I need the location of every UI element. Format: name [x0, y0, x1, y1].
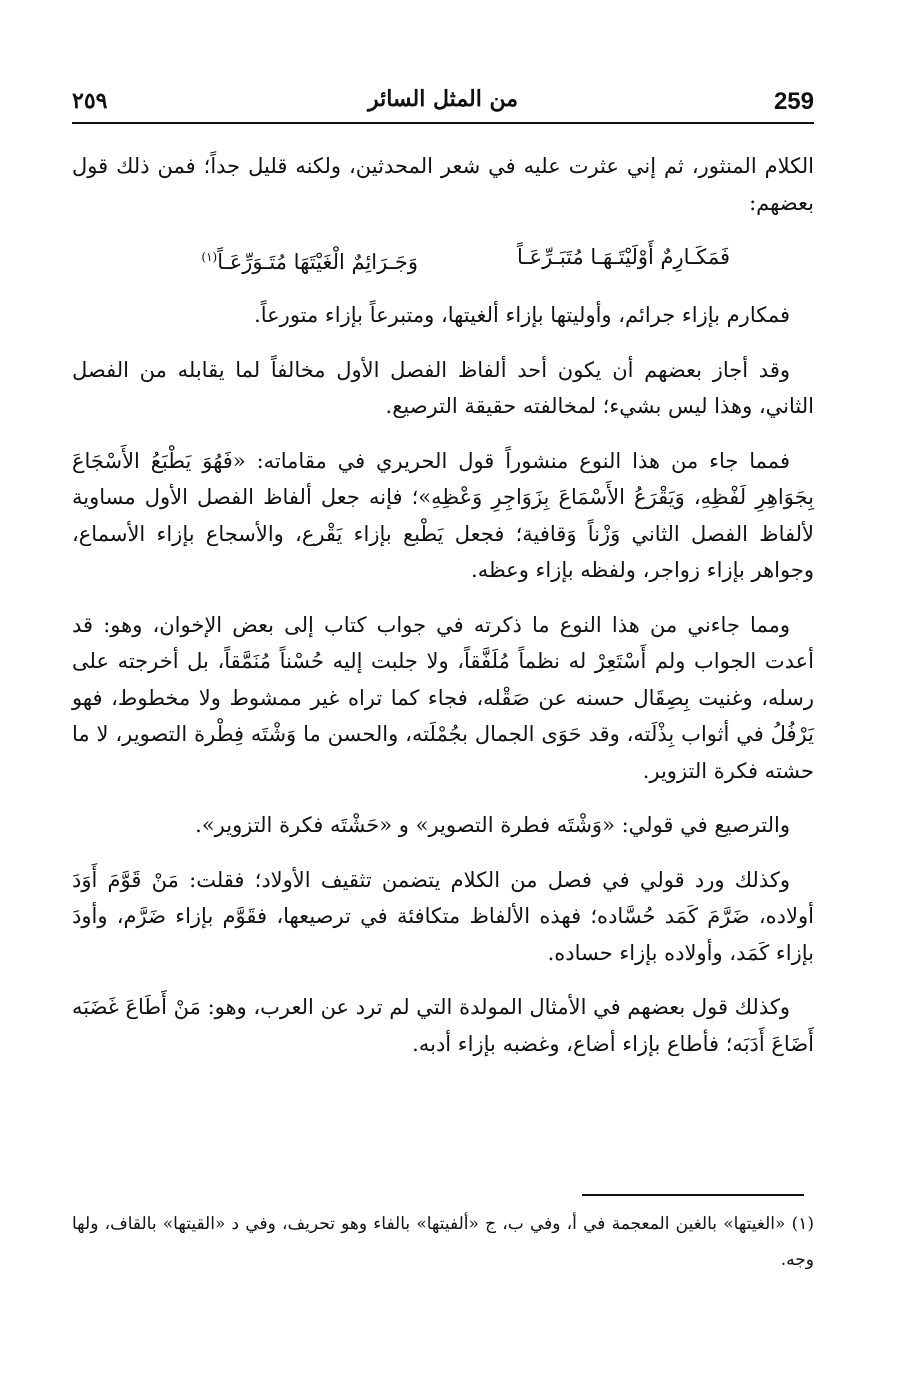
page-header — [72, 86, 814, 124]
verse-first-hemistich: فَمَكَـارِمٌ أَوْلَيْتَـهَـا مُتَبَـرِّعَـاً — [517, 245, 730, 269]
paragraph-6: والترصيع في قولي: «وَشْتَه فطرة التصوير» و «حَشْتَه فكرة التزوير». — [195, 813, 790, 837]
page-number-latin: 259 — [773, 88, 814, 115]
paragraph-3: وقد أجاز بعضهم أن يكون أحد ألفاظ الفصل الأول مخالفاً لما يقابله من الفصل الثاني، وهذا ليس بشيء؛ لمخالفته حقيقة الترصيع. — [72, 357, 814, 418]
footnote-marker: (١) — [201, 250, 218, 264]
page-number-arabic: ٢٥٩ — [72, 88, 108, 114]
poem-verse — [72, 239, 814, 279]
footnote-divider — [582, 1194, 804, 1196]
main-text — [72, 148, 814, 1080]
paragraph-5: ومما جاءني من هذا النوع ما ذكرته في جواب كتاب إلى بعض الإخوان، وهو: قد أعدت الجواب ولم أَسْتَعِرْ له نظماً مُلَفَّقاً، ولا جلبت إليه حُسْناً مُنَمَّقاً، بل أخرجته على رسله، وغنيت بِصِقَال حسنه عن صَقْله، فجاء كما تراه غير ممشوط ولا مخطوط، فهو يَرْفُلُ في أثواب بِذْلَته، وقد حَوَى الجمال بجُمْلَته، والحسن ما وَشْتَه فِطْرة التصوير، لا ما حشته فكرة التزوير. — [72, 612, 814, 783]
paragraph-8: وكذلك قول بعضهم في الأمثال المولدة التي لم ترد عن العرب، وهو: مَنْ أَطَاعَ غَضَبَه أَضَاعَ أَدَبَه؛ فأطاع بإزاء أضاع، وغضبه بإزاء أدبه. — [72, 995, 814, 1056]
paragraph-2: فمكارم بإزاء جرائم، وأوليتها بإزاء ألغيتها، ومتبرعاً بإزاء متورعاً. — [254, 303, 790, 327]
paragraph-7: وكذلك ورد قولي في فصل من الكلام يتضمن تثقيف الأولاد؛ فقلت: مَنْ قَوَّمَ أَوَدَ أولاده، ضَرَّمَ كَمَد حُسَّاده؛ فهذه الألفاظ متكافئة في ترصيعها، فقَوَّم بإزاء ضَرَّم، وأودَ بإزاء كَمَد، وأولاده بإزاء حساده. — [72, 867, 814, 965]
verse-second-hemistich: وَجَـرَائِمٌ الْغَيْتَهَا مُتَـوَرِّعَـاً — [217, 250, 418, 274]
paragraph-4: فمما جاء من هذا النوع منشوراً قول الحريري في مقاماته: «فَهُوَ يَطْبَعُ الأَسْجَاعَ بِجَوَاهِرِ لَفْظِهِ، وَيَقْرَعُ الأَسْمَاعَ بِزَوَاجِرِ وَعْظِهِ»؛ فإنه جعل ألفاظ الفصل الأول مساوية لألفاظ الفصل الثاني وَزْناً وَقافية؛ فجعل يَطْبع بإزاء يَقْرع، والأسجاع بإزاء الأسماع، وجواهر بإزاء زواجر، ولفظه بإزاء وعظه. — [72, 448, 814, 582]
running-title: من المثل السائر — [367, 86, 519, 112]
verse-second-hemistich-wrap — [201, 239, 418, 280]
footnote: (١) «الغيتها» بالغين المعجمة في أ، وفي ب، ج «ألفيتها» بالفاء وهو تحريف، وفي د «القيتها» بالقاف، ولها وجه. — [72, 1214, 814, 1270]
paragraph-1: الكلام المنثور، ثم إني عثرت عليه في شعر المحدثين، ولكنه قليل جداً؛ فمن ذلك قول بعضهم: — [72, 154, 814, 215]
